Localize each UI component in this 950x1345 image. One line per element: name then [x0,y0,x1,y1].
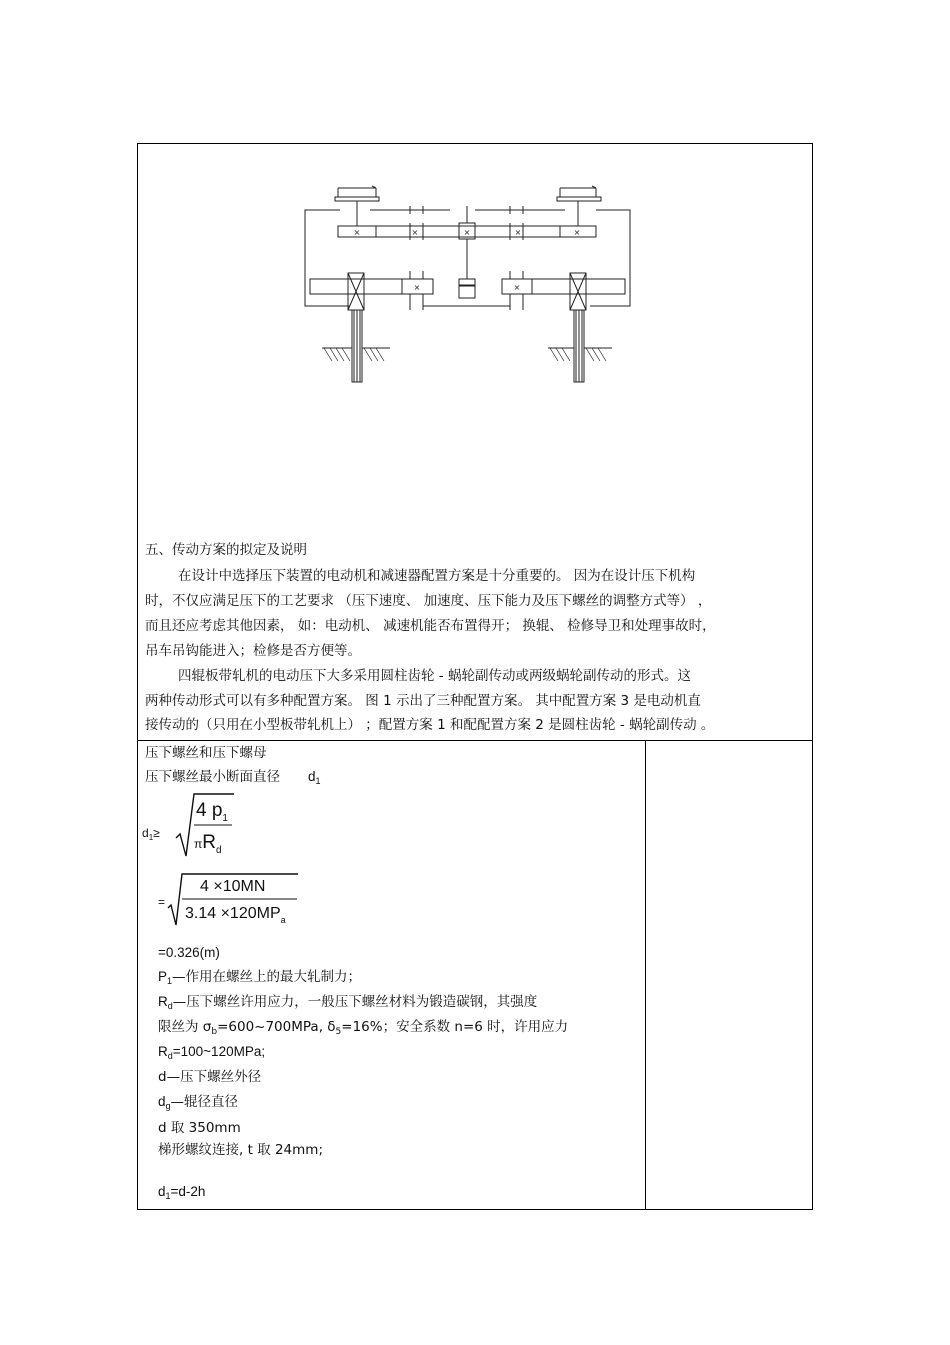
paragraph-line: 在设计中选择压下装置的电动机和减速器配置方案是十分重要的。 因为在设计压下机构 [178,568,696,584]
paragraph-line: 四辊板带轧机的电动压下大多采用圆柱齿轮 - 蜗轮副传动或两级蜗轮副传动的形式。这 [178,668,691,684]
formula2-denominator: $3.14 \times 120MP_a$ [185,905,286,925]
section-heading: 五、传动方案的拟定及说明 [145,542,307,558]
strength-limits: 限丝为 $\sigma_b=600\sim 700MPa$, $\delta_5=16\%$；安全系数 n=6 时，许用应力 [158,1019,569,1037]
p1-definition: $P_1—$作用在螺丝上的最大轧制力； [158,969,362,986]
result: =0.326(m) [158,945,220,960]
rd-definition: $R_d—$压下螺丝许用应力，一般压下螺丝材料为锻造碳钢，其强度 [158,994,538,1011]
svg-text:×: × [573,228,581,237]
table-row-divider [137,740,813,741]
svg-text:×: × [513,283,521,292]
svg-text:×: × [514,228,522,237]
table-column-divider [645,740,646,1210]
svg-text:×: × [413,283,421,292]
svg-text:×: × [353,228,361,237]
paragraph-line: 而且还应考虑其他因素， 如：电动机、 减速机能否布置得开； 换辊、 检修导卫和处理事故时， [145,618,716,634]
calc-title: 压下螺丝和压下螺母 [145,745,267,761]
d-take: d 取 350mm [158,1120,241,1136]
inequality-lhs: $d_1\ge$ [142,826,160,842]
paragraph-line: 两种传动形式可以有多种配置方案。 图 1 示出了三种配置方案。 其中配置方案 3 是电动机直 [145,693,701,709]
thread-spec: 梯形螺纹连接, t 取 24mm; [158,1142,323,1158]
dg-definition: $d_g—$辊径直径 [158,1094,239,1111]
formula1-denominator: $\pi R_d$ [194,832,222,856]
formula1-numerator: 4 $p_1$ [196,800,228,824]
paragraph-line: 吊车吊钩能进入；检修是否方便等。 [145,643,361,659]
paragraph-line: 接传动的（只用在小型板带轧机上） ；配置方案 1 和配配置方案 2 是圆柱齿轮 - 蜗轮副传动 。 [145,717,715,733]
rd-value: $R_d=100\sim 120MPa$; [158,1044,266,1061]
svg-text:×: × [411,228,419,237]
d1-formula: $d_1=d-2h$ [158,1184,206,1201]
paragraph-line: 时，不仅应满足压下的工艺要求 （压下速度、 加速度、压下能力及压下螺丝的调整方式等） ， [145,593,712,609]
d1-label: 压下螺丝最小断面直径 $d_1$ [145,769,321,786]
equals-sign: = [158,895,166,909]
transmission-diagram [300,183,640,388]
formula2-numerator: 4 ×10MN [200,878,266,895]
svg-text:×: × [463,228,471,237]
d-definition: d—压下螺丝外径 [158,1069,262,1085]
